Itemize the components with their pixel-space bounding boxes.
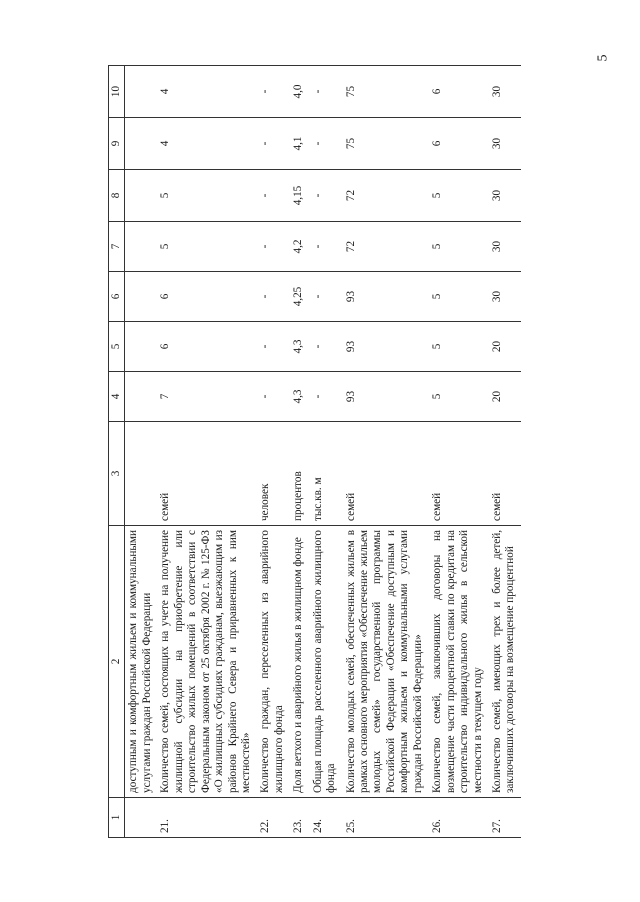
row-value-9: - <box>256 118 289 170</box>
row-value-4: - <box>309 372 342 422</box>
row-value-6: 4,25 <box>289 272 308 322</box>
row-text: Общая площадь расселенного аварийного жилищного фонда <box>309 526 342 798</box>
row-value-5: - <box>256 322 289 372</box>
row-value-8: 4,15 <box>289 170 308 222</box>
page-number: 5 <box>595 54 611 62</box>
row-value-6: 93 <box>342 272 429 322</box>
col-header-2: 2 <box>109 526 125 798</box>
row-unit: процентов <box>289 422 308 526</box>
row-value-9: 75 <box>342 118 429 170</box>
row-index: 24. <box>309 798 342 838</box>
row-value-4: - <box>256 372 289 422</box>
col-header-4: 4 <box>109 372 125 422</box>
row-value-8: 5 <box>428 170 488 222</box>
row-index: 22. <box>256 798 289 838</box>
row-value-7: 5 <box>428 222 488 272</box>
row-value-9: 30 <box>488 118 521 170</box>
rotated-table-container <box>108 66 548 838</box>
row-value-6: - <box>309 272 342 322</box>
row-text: Количество семей, состоящих на учете на получение жилищной субсидии на приобретение или строительство жилых помещений в соответствии с Федеральным законом от 25 октября 2002 г. № 125-ФЗ «О жилищных субсидиях гражданам, выезжающим из районов Крайнего Севера и приравненных к ним местностей» <box>156 526 256 798</box>
col-header-9: 9 <box>109 118 125 170</box>
row-unit: семей <box>428 422 488 526</box>
continuation-text: доступным и комфортным жильем и коммунальными услугами граждан Российской Федерации <box>125 526 156 798</box>
row-value-6: 6 <box>156 272 256 322</box>
table-row <box>428 66 488 838</box>
col-header-10: 10 <box>109 66 125 118</box>
row-value-10: - <box>256 66 289 118</box>
row-value-9: - <box>309 118 342 170</box>
row-unit: семей <box>156 422 256 526</box>
row-value-8: 5 <box>156 170 256 222</box>
row-value-8: - <box>256 170 289 222</box>
row-value-4: 20 <box>488 372 521 422</box>
row-unit: семей <box>342 422 429 526</box>
row-text: Количество молодых семей, обеспеченных жильем в рамках основного мероприятия «Обеспечение жильем молодых семей» государственной программы Российской Федерации «Обеспечение доступным и комфортным жильем и коммунальными услугами граждан Российской Федерации» <box>342 526 429 798</box>
table-row <box>488 66 521 838</box>
row-value-5: - <box>309 322 342 372</box>
row-value-7: - <box>256 222 289 272</box>
table-row <box>156 66 256 838</box>
row-index: 21. <box>156 798 256 838</box>
row-value-7: 30 <box>488 222 521 272</box>
table-row <box>289 66 308 838</box>
indicators-table <box>108 65 521 838</box>
continuation-row <box>125 66 156 838</box>
row-value-5: 5 <box>428 322 488 372</box>
table-header-row <box>109 66 125 838</box>
row-value-8: 72 <box>342 170 429 222</box>
row-text: Количество граждан, переселенных из аварийного жилищного фонда <box>256 526 289 798</box>
row-value-10: 6 <box>428 66 488 118</box>
row-value-8: 30 <box>488 170 521 222</box>
row-index: 25. <box>342 798 429 838</box>
row-value-4: 4,3 <box>289 372 308 422</box>
row-unit: тыс.кв. м <box>309 422 342 526</box>
row-value-10: 75 <box>342 66 429 118</box>
row-value-6: - <box>256 272 289 322</box>
col-header-8: 8 <box>109 170 125 222</box>
row-value-5: 93 <box>342 322 429 372</box>
row-text: Доля ветхого и аварийного жилья в жилищном фонде <box>289 526 308 798</box>
table-row <box>256 66 289 838</box>
row-value-4: 5 <box>428 372 488 422</box>
row-index: 26. <box>428 798 488 838</box>
row-value-7: - <box>309 222 342 272</box>
row-text: Количество семей, заключивших договоры на возмещение части процентной ставки по кредитам на строительство индивидуального жилья в сельской местности в текущем году <box>428 526 488 798</box>
row-unit: семей <box>488 422 521 526</box>
row-value-9: 4 <box>156 118 256 170</box>
table-row <box>342 66 429 838</box>
row-value-10: 4 <box>156 66 256 118</box>
row-value-5: 4,3 <box>289 322 308 372</box>
col-header-7: 7 <box>109 222 125 272</box>
row-value-4: 7 <box>156 372 256 422</box>
row-index: 23. <box>289 798 308 838</box>
row-value-10: 4,0 <box>289 66 308 118</box>
row-value-6: 5 <box>428 272 488 322</box>
row-value-5: 6 <box>156 322 256 372</box>
col-header-1: 1 <box>109 798 125 838</box>
col-header-3: 3 <box>109 422 125 526</box>
row-value-5: 20 <box>488 322 521 372</box>
row-value-10: 30 <box>488 66 521 118</box>
table-row <box>309 66 342 838</box>
row-value-6: 30 <box>488 272 521 322</box>
col-header-5: 5 <box>109 322 125 372</box>
row-value-7: 72 <box>342 222 429 272</box>
row-value-7: 4,2 <box>289 222 308 272</box>
row-value-4: 93 <box>342 372 429 422</box>
row-unit: человек <box>256 422 289 526</box>
row-value-10: - <box>309 66 342 118</box>
row-index: 27. <box>488 798 521 838</box>
row-value-8: - <box>309 170 342 222</box>
col-header-6: 6 <box>109 272 125 322</box>
row-value-7: 5 <box>156 222 256 272</box>
row-value-9: 4,1 <box>289 118 308 170</box>
row-value-9: 6 <box>428 118 488 170</box>
row-text: Количество семей, имеющих трех и более детей, заключивших договоры на возмещение процентной <box>488 526 521 798</box>
